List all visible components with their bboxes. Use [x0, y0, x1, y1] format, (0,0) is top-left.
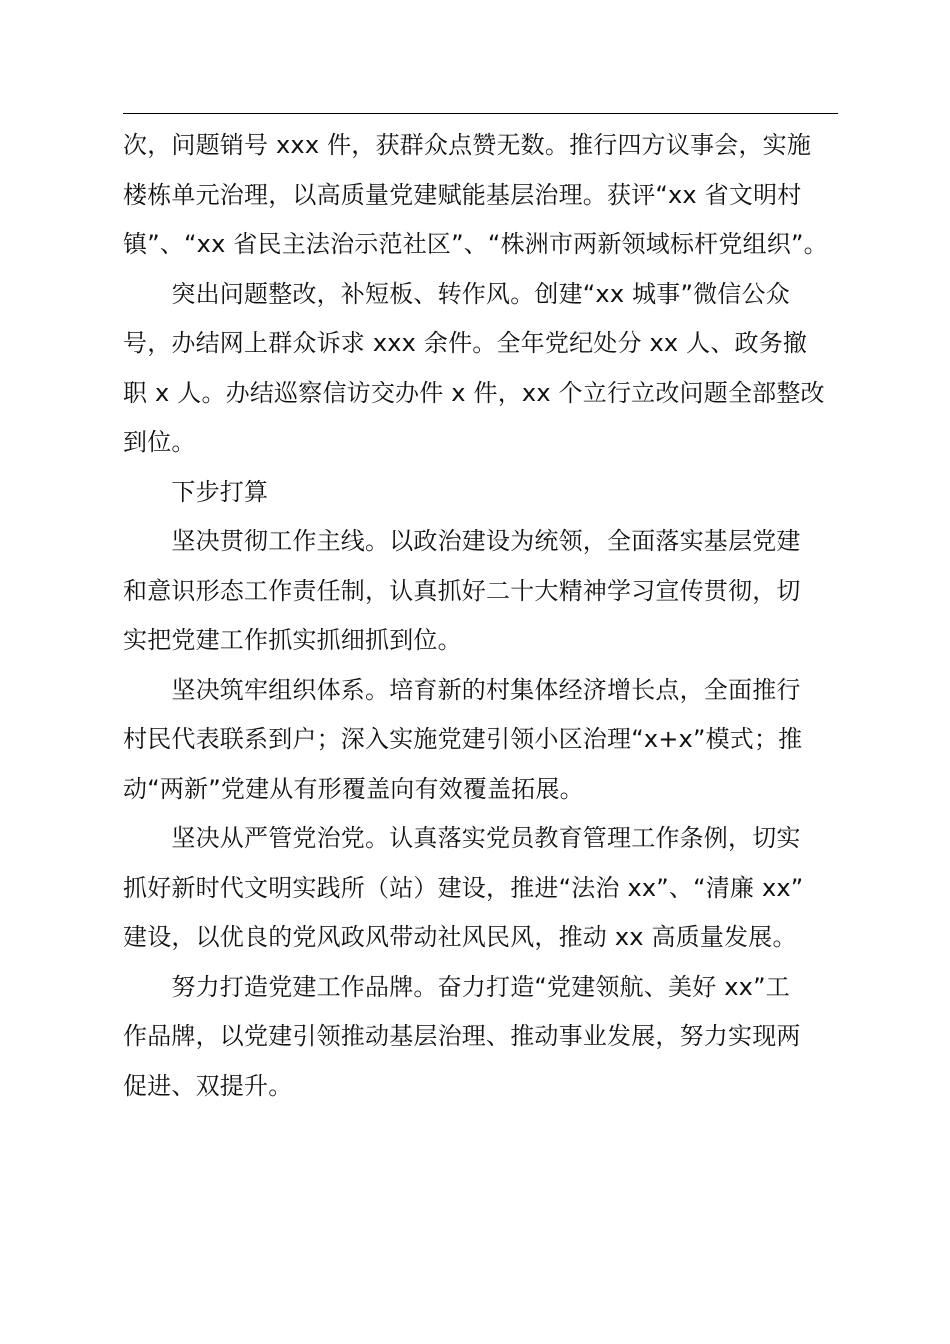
paragraph-organization: 坚决筑牢组织体系。培育新的村集体经济增长点，全面推行 村民代表联系到户；深入实施党建引领小区治理“x+x”模式；推 动“两新”党建从有形覆盖向有效覆盖拓展。 — [123, 675, 803, 803]
paragraph-strict-governance: 坚决从严管党治党。认真落实党员教育管理工作条例，切实 抓好新时代文明实践所（站）建设，推进“法治 xx”、“清廉 xx” 建设，以优良的党风政风带动社风民风，推动 xx 高质量发展。 — [123, 824, 804, 951]
paragraph-rectification: 突出问题整改，补短板、转作风。创建“xx 城事”微信公众 号，办结网上群众诉求 xxx 余件。全年党纪处分 xx 人、政务撤 职 x 人。办结巡察信访交办件 x 件，xx 个立行立改问题全部整改 到位。 — [123, 279, 825, 456]
document-body — [123, 121, 863, 1111]
section-heading-next-steps: 下步打算 — [123, 477, 269, 506]
header-rule — [123, 113, 838, 114]
paragraph-continuation: 次，问题销号 xxx 件，获群众点赞无数。推行四方议事会，实施 楼栋单元治理，以高质量党建赋能基层治理。获评“xx 省文明村 镇”、“xx 省民主法治示范社区”、“株洲市两新领域标杆党组织”。 — [123, 131, 828, 258]
paragraph-main-line: 坚决贯彻工作主线。以政治建设为统领，全面落实基层党建 和意识形态工作责任制，认真抓好二十大精神学习宣传贯彻，切 实把党建工作抓实抓细抓到位。 — [123, 527, 801, 654]
paragraph-brand: 努力打造党建工作品牌。奋力打造“党建领航、美好 xx”工 作品牌，以党建引领推动基层治理、推动事业发展，努力实现两 促进、双提升。 — [123, 972, 801, 1100]
